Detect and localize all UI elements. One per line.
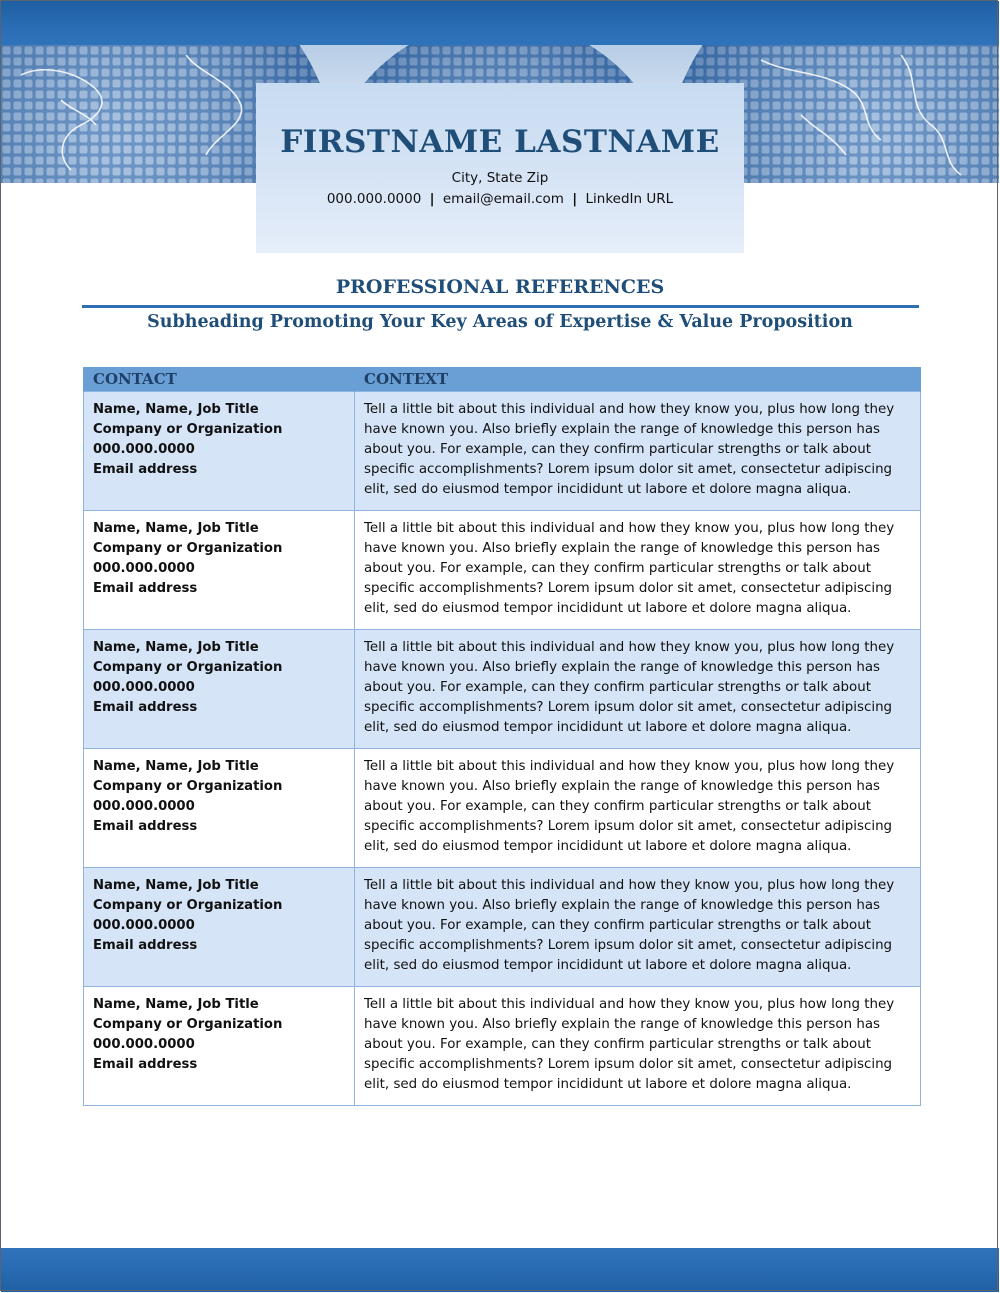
table-row (84, 749, 921, 868)
reference-phone: 000.000.0000 (93, 799, 195, 814)
reference-name: Name, Name, Job Title (93, 878, 259, 893)
reference-email: Email address (93, 581, 198, 596)
table-row (84, 987, 921, 1106)
reference-email: Email address (93, 819, 198, 834)
reference-phone: 000.000.0000 (93, 918, 195, 933)
phone-number: 000.000.0000 (326, 191, 422, 207)
reference-name: Name, Name, Job Title (93, 997, 259, 1012)
top-decorative-bar (1, 1, 999, 45)
contact-line (256, 191, 744, 207)
contact-cell (84, 511, 355, 630)
reference-company: Company or Organization (93, 898, 283, 913)
reference-phone: 000.000.0000 (93, 442, 195, 457)
reference-company: Company or Organization (93, 660, 283, 675)
reference-company: Company or Organization (93, 541, 283, 556)
context-cell: Tell a little bit about this individual and how they know you, plus how long they have known you. Also briefly explain the range of knowledge this person has about you. For example, can they confirm particular strengths or talk about specific accomplishments? Lorem ipsum dolor sit amet, consectetur adipiscing elit, sed do eiusmod tempor incididunt ut labore et dolore magna aliqua. (355, 630, 921, 749)
email-address: email@email.com (442, 191, 564, 207)
column-header-contact: CONTACT (84, 367, 355, 392)
reference-company: Company or Organization (93, 779, 283, 794)
candidate-name: FIRSTNAME LASTNAME (280, 124, 720, 160)
context-cell: Tell a little bit about this individual and how they know you, plus how long they have known you. Also briefly explain the range of knowledge this person has about you. For example, can they confirm particular strengths or talk about specific accomplishments? Lorem ipsum dolor sit amet, consectetur adipiscing elit, sed do eiusmod tempor incididunt ut labore et dolore magna aliqua. (355, 749, 921, 868)
reference-company: Company or Organization (93, 422, 283, 437)
reference-name: Name, Name, Job Title (93, 402, 259, 417)
reference-email: Email address (93, 938, 198, 953)
table-row (84, 868, 921, 987)
section-title: PROFESSIONAL REFERENCES (335, 276, 665, 298)
reference-name: Name, Name, Job Title (93, 521, 259, 536)
reference-email: Email address (93, 1057, 198, 1072)
context-cell: Tell a little bit about this individual and how they know you, plus how long they have known you. Also briefly explain the range of knowledge this person has about you. For example, can they confirm particular strengths or talk about specific accomplishments? Lorem ipsum dolor sit amet, consectetur adipiscing elit, sed do eiusmod tempor incididunt ut labore et dolore magna aliqua. (355, 868, 921, 987)
header-box (256, 83, 744, 253)
table-row (84, 392, 921, 511)
reference-phone: 000.000.0000 (93, 561, 195, 576)
reference-company: Company or Organization (93, 1017, 283, 1032)
separator: | (429, 191, 435, 207)
context-cell: Tell a little bit about this individual and how they know you, plus how long they have known you. Also briefly explain the range of knowledge this person has about you. For example, can they confirm particular strengths or talk about specific accomplishments? Lorem ipsum dolor sit amet, consectetur adipiscing elit, sed do eiusmod tempor incididunt ut labore et dolore magna aliqua. (355, 987, 921, 1106)
table-header-row (84, 367, 921, 392)
city-state-zip: City, State Zip (451, 170, 549, 186)
table-row (84, 630, 921, 749)
references-table (83, 367, 921, 1106)
section-divider (82, 305, 919, 308)
separator: | (572, 191, 578, 207)
reference-name: Name, Name, Job Title (93, 759, 259, 774)
reference-phone: 000.000.0000 (93, 1037, 195, 1052)
reference-email: Email address (93, 700, 198, 715)
linkedin-url: LinkedIn URL (585, 191, 674, 207)
contact-cell (84, 868, 355, 987)
contact-cell (84, 630, 355, 749)
contact-cell (84, 392, 355, 511)
contact-cell (84, 987, 355, 1106)
column-header-context: CONTEXT (355, 367, 921, 392)
contact-cell (84, 749, 355, 868)
bottom-decorative-bar (1, 1248, 999, 1292)
context-cell: Tell a little bit about this individual and how they know you, plus how long they have known you. Also briefly explain the range of knowledge this person has about you. For example, can they confirm particular strengths or talk about specific accomplishments? Lorem ipsum dolor sit amet, consectetur adipiscing elit, sed do eiusmod tempor incididunt ut labore et dolore magna aliqua. (355, 392, 921, 511)
reference-name: Name, Name, Job Title (93, 640, 259, 655)
table-row (84, 511, 921, 630)
subheading: Subheading Promoting Your Key Areas of Expertise & Value Proposition (147, 312, 853, 332)
context-cell: Tell a little bit about this individual and how they know you, plus how long they have known you. Also briefly explain the range of knowledge this person has about you. For example, can they confirm particular strengths or talk about specific accomplishments? Lorem ipsum dolor sit amet, consectetur adipiscing elit, sed do eiusmod tempor incididunt ut labore et dolore magna aliqua. (355, 511, 921, 630)
reference-email: Email address (93, 462, 198, 477)
reference-phone: 000.000.0000 (93, 680, 195, 695)
